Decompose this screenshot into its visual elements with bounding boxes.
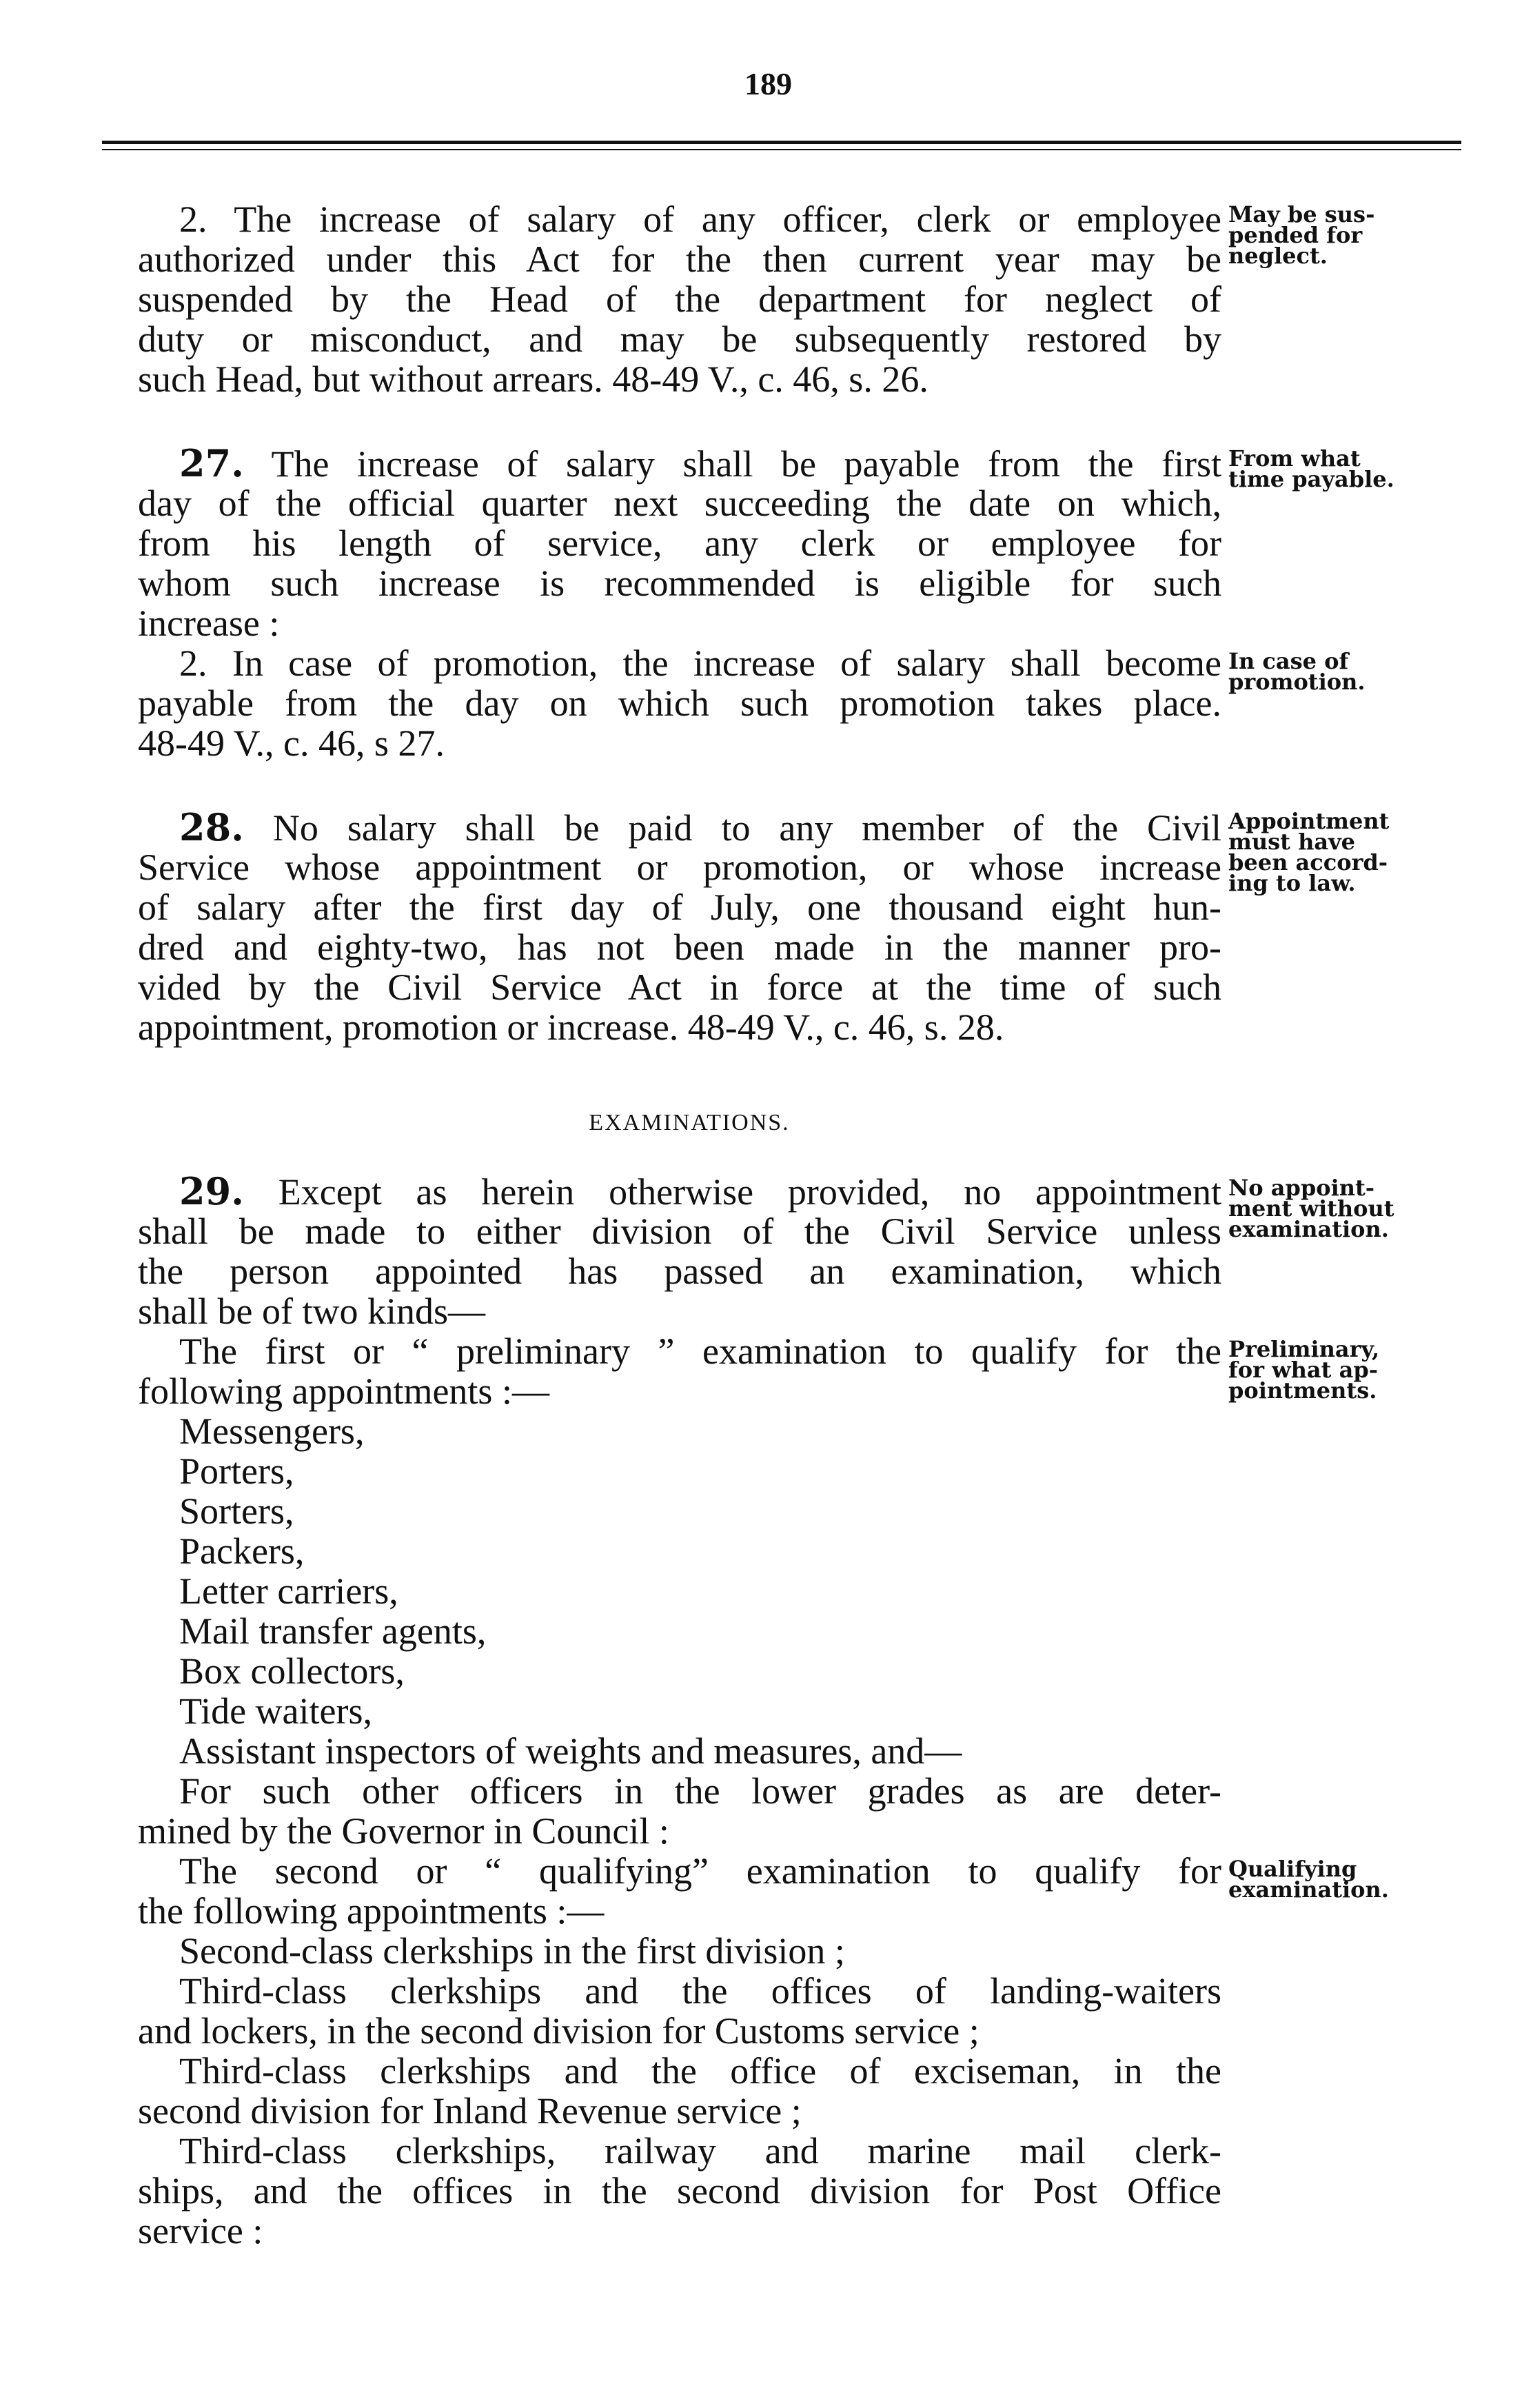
- margin-note-appointment-law: [1228, 808, 1456, 896]
- list-item: Assistant inspectors of weights and measures, and—: [179, 1730, 962, 1772]
- margin-note-line: May be sus-: [1228, 201, 1375, 227]
- list-item: Sorters,: [179, 1490, 294, 1532]
- body-line: mined by the Governor in Council :: [138, 1810, 669, 1852]
- list-item: ships, and the offices in the second division for Post Office: [138, 2170, 1221, 2212]
- list-item: Packers,: [179, 1530, 305, 1572]
- body-line: 2. The increase of salary of any officer, clerk or employee: [179, 199, 1221, 240]
- margin-note-line: pointments.: [1228, 1377, 1377, 1404]
- body-line: whom such increase is recommended is eligible for such: [138, 563, 1221, 604]
- margin-note-preliminary: [1228, 1336, 1456, 1404]
- body-line: payable from the day on which such promotion takes place.: [138, 682, 1221, 724]
- margin-note-line: Appointment: [1228, 808, 1390, 834]
- margin-note-line: promotion.: [1228, 669, 1366, 695]
- margin-note-line: Preliminary,: [1228, 1336, 1380, 1362]
- body-line: For such other officers in the lower grades as are deter-: [179, 1770, 1221, 1812]
- list-item: service :: [138, 2210, 263, 2252]
- body-line: such Head, but without arrears. 48-49 V., c. 46, s. 26.: [138, 358, 929, 400]
- margin-note-suspension: [1228, 201, 1456, 269]
- margin-note-time-payable: [1228, 445, 1456, 492]
- margin-note-promotion: [1228, 648, 1456, 695]
- list-item: Porters,: [179, 1450, 294, 1492]
- body-text: The increase of salary shall be payable from the first: [271, 443, 1221, 485]
- section-heading: EXAMINATIONS.: [589, 1110, 790, 1135]
- body-line: The first or “ preliminary ” examination to qualify for the: [179, 1331, 1221, 1372]
- list-item: Mail transfer agents,: [179, 1610, 487, 1652]
- body-line: [138, 1171, 1221, 1213]
- body-line: following appointments :—: [138, 1370, 549, 1412]
- body-line: of salary after the first day of July, one thousand eight hun-: [138, 887, 1221, 928]
- margin-note-line: No appoint-: [1228, 1175, 1375, 1201]
- page-number: 189: [744, 66, 792, 101]
- margin-note-line: must have: [1228, 829, 1356, 855]
- margin-note-no-appointment: [1228, 1177, 1456, 1240]
- body-line: shall be made to either division of the Civil Service unless: [138, 1211, 1221, 1252]
- margin-note-qualifying: [1228, 1856, 1456, 1903]
- section-number: 27.: [179, 441, 244, 485]
- body-line: dred and eighty-two, has not been made in the manner pro-: [138, 927, 1221, 968]
- margin-note-line: From what: [1228, 445, 1361, 472]
- body-line: from his length of service, any clerk or employee for: [138, 523, 1221, 564]
- body-line: the person appointed has passed an examination, which: [138, 1251, 1221, 1292]
- body-line: shall be of two kinds—: [138, 1291, 485, 1332]
- body-line: 48-49 V., c. 46, s 27.: [138, 722, 445, 764]
- body-line: vided by the Civil Service Act in force at the time of such: [138, 967, 1221, 1008]
- list-item: second division for Inland Revenue service ;: [138, 2090, 802, 2132]
- body-line: 2. In case of promotion, the increase of salary shall become: [179, 643, 1221, 684]
- body-line: Service whose appointment or promotion, or whose increase: [138, 847, 1221, 888]
- body-line: increase :: [138, 603, 280, 644]
- margin-note-line: In case of: [1228, 648, 1349, 674]
- list-item: Letter carriers,: [179, 1570, 398, 1612]
- section-number: 28.: [179, 805, 244, 849]
- margin-note-line: neglect.: [1228, 243, 1328, 269]
- margin-note-line: time payable.: [1228, 466, 1394, 492]
- margin-note-line: for what ap-: [1228, 1357, 1378, 1383]
- list-item: Tide waiters,: [179, 1690, 372, 1732]
- margin-note-line: been accord-: [1228, 849, 1388, 876]
- header-rule-bottom: [102, 149, 1461, 150]
- margin-note-line: examination.: [1228, 1216, 1389, 1242]
- header-rule-top: [102, 141, 1461, 144]
- body-line: day of the official quarter next succeeding the date on which,: [138, 483, 1221, 524]
- body-line: authorized under this Act for the then current year may be: [138, 239, 1221, 280]
- margin-note-line: Qualifying: [1228, 1856, 1357, 1882]
- list-item: Box collectors,: [179, 1650, 405, 1692]
- margin-note-line: pended for: [1228, 222, 1363, 248]
- margin-note-line: examination.: [1228, 1876, 1389, 1903]
- body-line: appointment, promotion or increase. 48-49 V., c. 46, s. 28.: [138, 1006, 1004, 1048]
- body-text: No salary shall be paid to any member of the Civil: [272, 807, 1221, 849]
- margin-note-line: ment without: [1228, 1195, 1394, 1222]
- body-line: suspended by the Head of the department for neglect of: [138, 279, 1221, 320]
- body-text: Except as herein otherwise provided, no appointment: [278, 1171, 1221, 1213]
- body-line: [138, 807, 1221, 849]
- body-line: the following appointments :—: [138, 1890, 605, 1932]
- list-item: and lockers, in the second division for Customs service ;: [138, 2010, 980, 2052]
- section-number: 29.: [179, 1169, 244, 1213]
- list-item: Third-class clerkships and the office of exciseman, in the: [179, 2050, 1221, 2092]
- list-item: Second-class clerkships in the first division ;: [179, 1930, 845, 1972]
- list-item: Third-class clerkships, railway and marine mail clerk-: [179, 2130, 1221, 2172]
- list-item: Messengers,: [179, 1410, 365, 1452]
- margin-note-line: ing to law.: [1228, 870, 1356, 896]
- body-line: [138, 443, 1221, 485]
- list-item: Third-class clerkships and the offices of landing-waiters: [179, 1970, 1221, 2012]
- body-line: The second or “ qualifying” examination to qualify for: [179, 1850, 1221, 1892]
- body-line: duty or misconduct, and may be subsequently restored by: [138, 318, 1221, 360]
